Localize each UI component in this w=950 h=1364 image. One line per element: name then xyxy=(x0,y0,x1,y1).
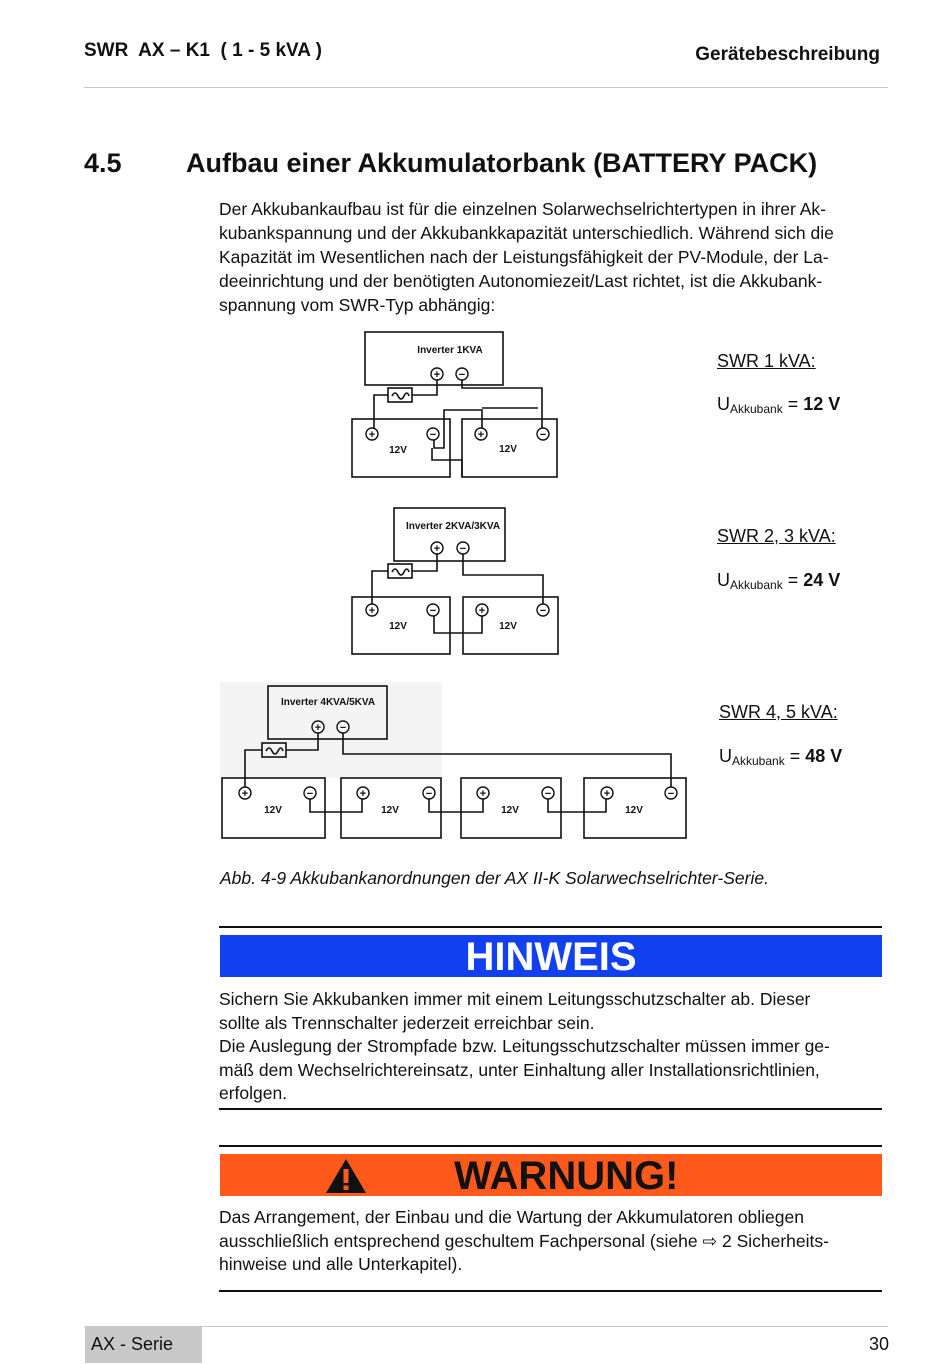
warning-line: ausschließlich entsprechend geschultem Fachpersonal (siehe ⇨ 2 Sicherheits- xyxy=(219,1230,829,1251)
notice-bottom-rule xyxy=(219,1108,882,1110)
notice-text xyxy=(219,988,889,1106)
battery-label: 12V xyxy=(389,445,407,456)
terminal-plus-symbol: + xyxy=(479,788,487,800)
terminal-plus-symbol: + xyxy=(368,429,376,441)
voltage-subscript: Akkubank xyxy=(730,578,783,592)
footer-series: AX - Serie xyxy=(91,1334,174,1354)
swr-label: SWR 1 kVA: xyxy=(717,351,816,371)
warning-top-rule xyxy=(219,1145,882,1147)
header-title: SWR AX – K1 ( 1 - 5 kVA ) xyxy=(84,40,322,61)
voltage-equals: = xyxy=(784,746,806,766)
terminal-plus-symbol: + xyxy=(314,722,322,734)
terminal-minus-symbol: − xyxy=(667,788,675,800)
notice-line: Sichern Sie Akkubanken immer mit einem Leitungsschutzschalter ab. Dieser xyxy=(219,989,811,1009)
notice-line: sollte als Trennschalter jederzeit erreichbar sein. xyxy=(219,1012,595,1033)
terminal-plus-symbol: + xyxy=(433,543,441,555)
notice-line: mäß dem Wechselrichtereinsatz, unter Einhaltung aller Installationsrichtlinien, xyxy=(219,1059,820,1080)
inverter-label: Inverter 2KVA/3KVA xyxy=(405,521,501,532)
page-number: 30 xyxy=(868,1334,889,1354)
swr-label: SWR 4, 5 kVA: xyxy=(719,702,838,722)
warning-line: hinweise und alle Unterkapitel). xyxy=(219,1254,463,1274)
voltage-subscript: Akkubank xyxy=(730,402,783,416)
intro-paragraph xyxy=(219,197,889,317)
warning-triangle-icon xyxy=(324,1157,368,1195)
warning-banner xyxy=(220,1154,882,1196)
terminal-plus-symbol: + xyxy=(478,605,486,617)
terminal-minus-symbol: − xyxy=(544,788,552,800)
battery-label: 12V xyxy=(381,805,399,816)
intro-line: kubankspannung und der Akkubankkapazität unterschiedlich. Während sich die xyxy=(219,223,834,243)
terminal-minus-symbol: − xyxy=(429,429,437,441)
terminal-minus-symbol: − xyxy=(459,543,467,555)
terminal-plus-symbol: + xyxy=(603,788,611,800)
section-title: Aufbau einer Akkumulatorbank (BATTERY PACK) xyxy=(186,148,818,178)
voltage-symbol: U xyxy=(717,394,730,414)
terminal-plus-symbol: + xyxy=(433,369,441,381)
battery-label: 12V xyxy=(499,444,517,455)
figure-caption: Abb. 4-9 Akkubankanordnungen der AX II-K Solarwechselrichter-Serie. xyxy=(220,868,769,888)
terminal-minus-symbol: − xyxy=(539,605,547,617)
terminal-minus-symbol: − xyxy=(539,429,547,441)
voltage-subscript: Akkubank xyxy=(732,754,785,768)
voltage-value: 48 V xyxy=(805,746,843,766)
voltage-symbol: U xyxy=(719,746,732,766)
header-chapter: Gerätebeschreibung xyxy=(695,44,880,65)
battery-label: 12V xyxy=(625,805,643,816)
terminal-plus-symbol: + xyxy=(477,429,485,441)
inverter-label: Inverter 1KVA xyxy=(417,345,483,356)
terminal-minus-symbol: − xyxy=(306,788,314,800)
header-divider xyxy=(84,87,888,88)
notice-top-rule xyxy=(219,926,882,928)
notice-line: Die Auslegung der Strompfade bzw. Leitungsschutzschalter müssen immer ge- xyxy=(219,1036,830,1056)
warning-bottom-rule xyxy=(219,1290,882,1292)
notice-line: erfolgen. xyxy=(219,1083,288,1103)
terminal-minus-symbol: − xyxy=(458,369,466,381)
section-number: 4.5 xyxy=(84,148,122,178)
battery-label: 12V xyxy=(499,621,517,632)
intro-line: deeinrichtung und der benötigten Autonomiezeit/Last richtet, ist die Akkubank- xyxy=(219,271,823,291)
terminal-minus-symbol: − xyxy=(429,605,437,617)
swr-label: SWR 2, 3 kVA: xyxy=(717,526,836,546)
inverter-label: Inverter 4KVA/5KVA xyxy=(280,697,376,708)
notice-banner: HINWEIS xyxy=(220,935,882,977)
voltage-symbol: U xyxy=(717,570,730,590)
terminal-plus-symbol: + xyxy=(368,605,376,617)
intro-line: Der Akkubankaufbau ist für die einzelnen Solarwechselrichtertypen in ihrer Ak- xyxy=(219,199,826,219)
terminal-minus-symbol: − xyxy=(339,722,347,734)
battery-voltage xyxy=(719,746,842,768)
warning-title: WARNUNG! xyxy=(454,1154,679,1198)
battery-label: 12V xyxy=(264,805,282,816)
inverter-box xyxy=(394,508,505,561)
warning-line: Das Arrangement, der Einbau und die Wartung der Akkumulatoren obliegen xyxy=(219,1207,804,1227)
intro-line: spannung vom SWR-Typ abhängig: xyxy=(219,295,496,315)
voltage-equals: = xyxy=(782,394,804,414)
terminal-plus-symbol: + xyxy=(359,788,367,800)
battery-voltage xyxy=(717,394,840,416)
voltage-value: 24 V xyxy=(803,570,841,590)
battery-pack-diagrams xyxy=(218,322,698,847)
voltage-value: 12 V xyxy=(803,394,841,414)
battery-label: 12V xyxy=(501,805,519,816)
warning-text xyxy=(219,1206,889,1277)
intro-line: Kapazität im Wesentlichen nach der Leistungsfähigkeit der PV-Module, der La- xyxy=(219,247,829,267)
terminal-plus-symbol: + xyxy=(241,788,249,800)
battery-label: 12V xyxy=(389,621,407,632)
footer-divider xyxy=(84,1326,888,1327)
voltage-equals: = xyxy=(782,570,804,590)
battery-voltage xyxy=(717,570,840,592)
terminal-minus-symbol: − xyxy=(425,788,433,800)
